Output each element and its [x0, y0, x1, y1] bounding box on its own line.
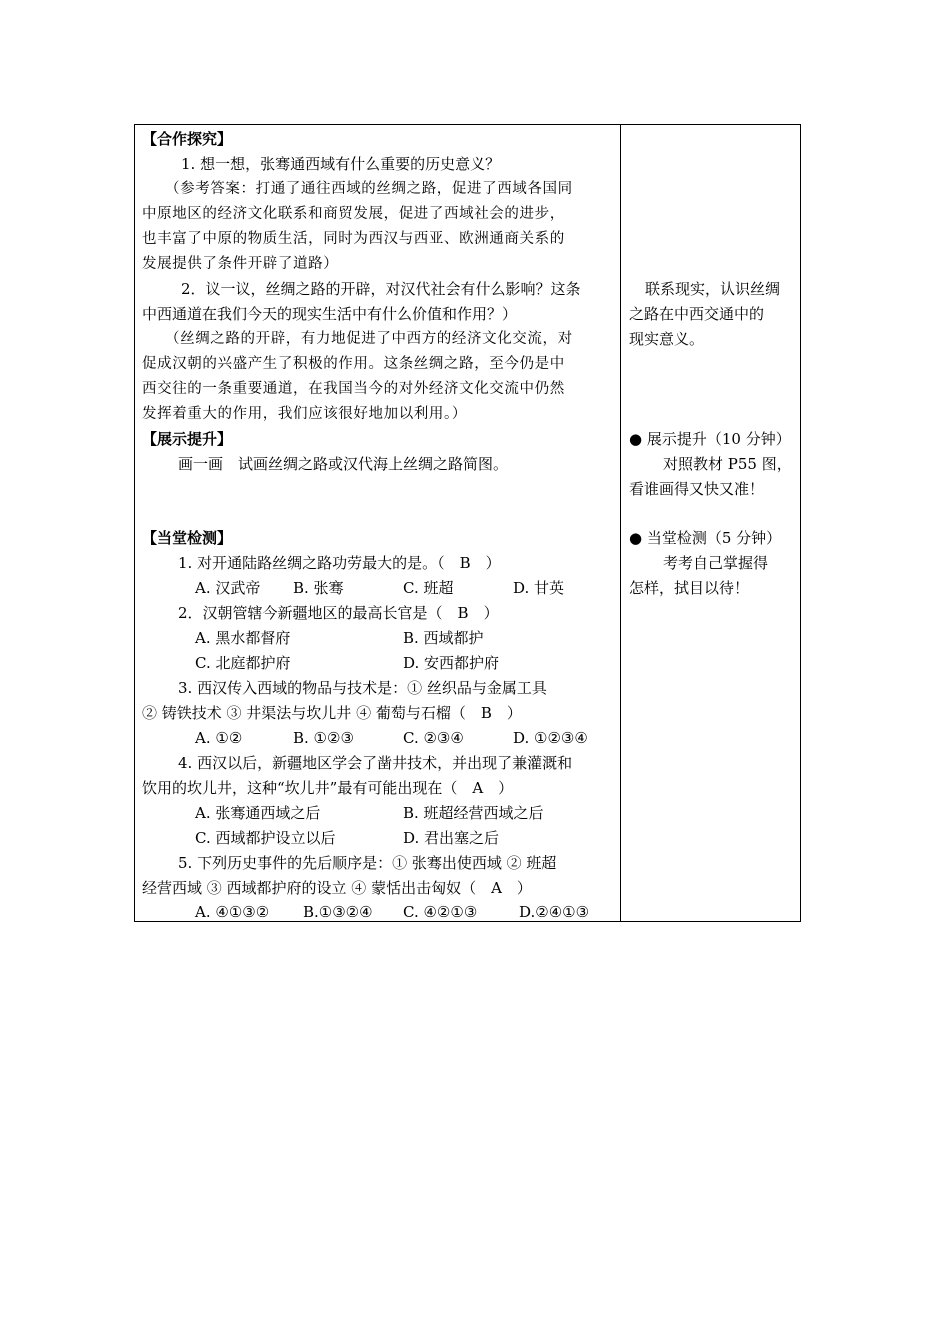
- q1-option-b: B. 张骞: [293, 579, 344, 597]
- coop-answer-2-line-2: 促成汉朝的兴盛产生了积极的作用。这条丝绸之路，至今仍是中: [142, 356, 565, 372]
- coop-answer-1-line-4: 发展提供了条件开辟了道路）: [142, 256, 339, 272]
- coop-answer-1-line-2: 中原地区的经济文化联系和商贸发展，促进了西域社会的进步，: [142, 206, 565, 222]
- q2-option-b: B. 西域都护: [403, 629, 484, 647]
- q2-option-c: C. 北庭都护府: [195, 654, 291, 672]
- q5-option-b: B.①③②④: [303, 903, 373, 921]
- test-question-2: 2．汉朝管辖今新疆地区的最高长官是（ B ）: [178, 604, 499, 622]
- test-heading: 【当堂检测】: [142, 529, 233, 547]
- q3-option-c: C. ②③④: [403, 729, 464, 747]
- test-question-5-line-2: 经营西域 ③ 西域都护府的设立 ④ 蒙恬出击匈奴（ A ）: [142, 879, 532, 897]
- note-1-line-1: 联系现实，认识丝绸: [645, 280, 781, 298]
- q3-option-b: B. ①②③: [293, 729, 354, 747]
- q2-option-d: D. 安西都护府: [403, 654, 500, 672]
- q4-option-a: A. 张骞通西域之后: [195, 804, 321, 822]
- q1-option-c: C. 班超: [403, 579, 454, 597]
- note-2-line-1: ● 展示提升（10 分钟）: [629, 430, 791, 448]
- q5-option-a: A. ④①③②: [195, 903, 270, 921]
- note-1-line-2: 之路在中西交通中的: [629, 305, 765, 323]
- note-3-line-1: ● 当堂检测（5 分钟）: [629, 529, 782, 547]
- test-question-5-line-1: 5. 下列历史事件的先后顺序是：① 张骞出使西域 ② 班超: [178, 854, 557, 872]
- test-question-4-line-2: 饮用的坎儿井，这种“坎儿井”最有可能出现在（ A ）: [142, 779, 514, 797]
- lesson-table: [134, 124, 801, 922]
- coop-answer-2-line-3: 西交往的一条重要通道，在我国当今的对外经济文化交流中仍然: [142, 381, 565, 397]
- q4-option-d: D. 君出塞之后: [403, 829, 500, 847]
- show-heading: 【展示提升】: [142, 430, 233, 448]
- q3-option-d: D. ①②③④: [513, 729, 588, 747]
- q4-option-c: C. 西域都护设立以后: [195, 829, 336, 847]
- q1-option-a: A. 汉武帝: [195, 579, 261, 597]
- q1-option-d: D. 甘英: [513, 579, 565, 597]
- note-2-line-3: 看谁画得又快又准！: [629, 480, 765, 498]
- test-question-3-line-1: 3. 西汉传入西域的物品与技术是：① 丝织品与金属工具: [178, 679, 547, 697]
- note-3-line-3: 怎样，拭目以待！: [629, 579, 750, 597]
- test-question-4-line-1: 4. 西汉以后，新疆地区学会了凿井技术，并出现了兼灌溉和: [178, 754, 573, 772]
- q5-option-c: C. ④②①③: [403, 903, 478, 921]
- coop-answer-2-line-1: （丝绸之路的开辟，有力地促进了中西方的经济文化交流，对: [165, 331, 573, 347]
- coop-answer-1-line-3: 也丰富了中原的物质生活，同时为西汉与西亚、欧洲通商关系的: [142, 231, 565, 247]
- coop-question-2-line-1: 2．议一议，丝绸之路的开辟，对汉代社会有什么影响？这条: [181, 280, 581, 298]
- coop-question-1: 1. 想一想，张骞通西域有什么重要的历史意义？: [181, 155, 501, 173]
- coop-question-2-line-2: 中西通道在我们今天的现实生活中有什么价值和作用？）: [142, 305, 518, 323]
- note-2-line-2: 对照教材 P55 图，: [663, 455, 792, 473]
- coop-answer-2-line-4: 发挥着重大的作用，我们应该很好地加以利用。）: [142, 406, 467, 422]
- q2-option-a: A. 黑水都督府: [195, 629, 291, 647]
- note-3-line-2: 考考自己掌握得: [663, 554, 769, 572]
- q5-option-d: D.②④①③: [519, 903, 590, 921]
- show-task: 画一画 试画丝绸之路或汉代海上丝绸之路简图。: [178, 455, 509, 473]
- coop-heading: 【合作探究】: [142, 130, 233, 148]
- test-question-3-line-2: ② 铸铁技术 ③ 井渠法与坎儿井 ④ 葡萄与石榴（ B ）: [142, 704, 522, 722]
- q3-option-a: A. ①②: [195, 729, 243, 747]
- column-divider: [620, 125, 621, 921]
- note-1-line-3: 现实意义。: [629, 330, 705, 348]
- test-question-1: 1. 对开通陆路丝绸之路功劳最大的是。（ B ）: [178, 554, 501, 572]
- q4-option-b: B. 班超经营西域之后: [403, 804, 544, 822]
- coop-answer-1-line-1: （参考答案：打通了通往西域的丝绸之路，促进了西域各国同: [165, 181, 573, 197]
